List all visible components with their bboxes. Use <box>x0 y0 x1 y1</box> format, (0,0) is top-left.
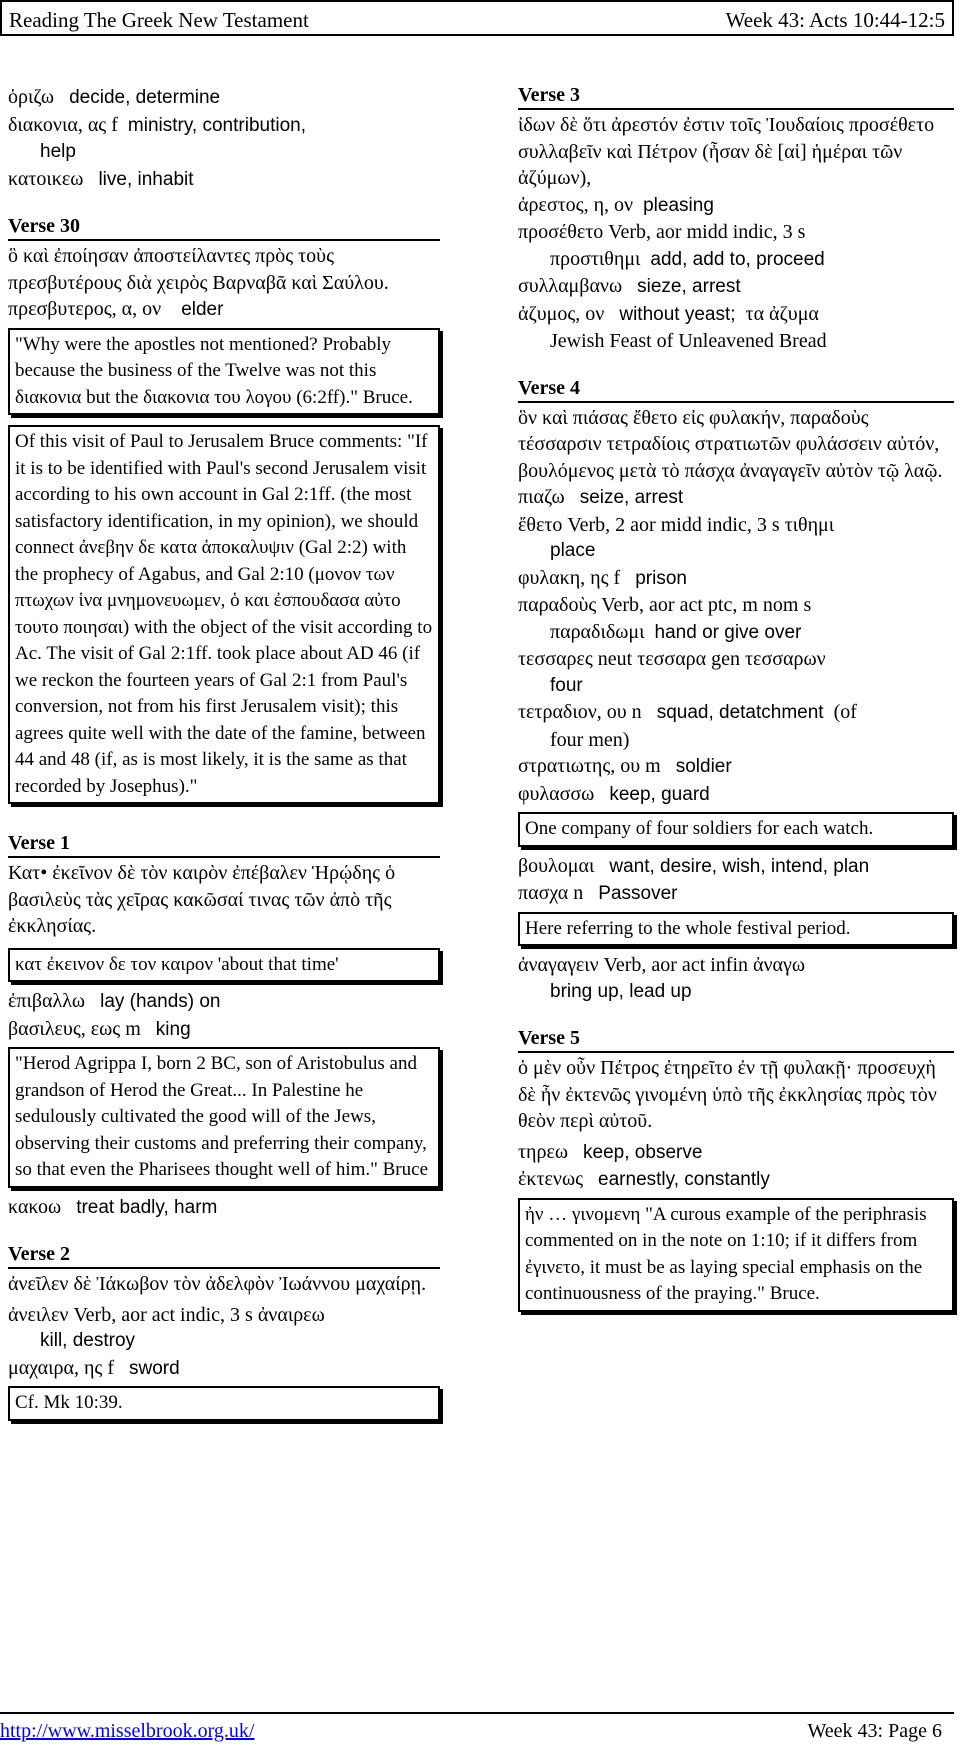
vocab-entry: προσέθετο Verb, aor midd indic, 3 s προστιθημι add, add to, proceed <box>518 221 825 270</box>
vocab-entry: κατοικεω live, inhabit <box>8 167 194 190</box>
vocab-entry: φυλακη, ης f prison <box>518 566 687 589</box>
verse-30-text: ὃ καὶ ἐποίησαν ἀποστείλαντες πρὸς τοὺς πρεσβυτέρους διὰ χειρὸς Βαρναβᾶ καὶ Σαύλου. <box>8 245 389 294</box>
website-link[interactable]: http://www.misselbrook.org.uk/ <box>0 1720 255 1742</box>
vocab-entry: φυλασσω keep, guard <box>518 782 710 805</box>
page-header <box>0 0 954 36</box>
vocab-entry: τεσσαρες neut τεσσαρα gen τεσσαρων four <box>518 648 826 696</box>
vocab-entry: παραδοὺς Verb, aor act ptc, m nom s παραδιδωμι hand or give over <box>518 594 812 643</box>
verse-30-note: "Why were the apostles not mentioned? Probably because the business of the Twelve was not this διακονια but the διακονια του λογου (6:2ff)." Bruce. <box>8 328 440 416</box>
verse-2-note: Cf. Mk 10:39. <box>8 1386 440 1421</box>
verse-4-heading: Verse 4 <box>518 377 954 403</box>
vocab-entry: στρατιωτης, ου m soldier <box>518 755 732 777</box>
vocab-entry: συλλαμβανω sieze, arrest <box>518 275 741 297</box>
page-number: Week 43: Page 6 <box>807 1720 942 1742</box>
vocab-entry: πασχα n Passover <box>518 882 678 904</box>
vocab-entry: πιαζω seize, arrest <box>518 486 684 508</box>
verse-5-text: ὁ μὲν οὖν Πέτρος ἐτηρεῖτο ἐν τῇ φυλακῇ· προσευχὴ δὲ ἦν ἐκτενῶς γινομένη ὑπὸ τῆς ἐκκλησίας πρὸς τὸν θεὸν περὶ αὐτοῦ. <box>518 1057 937 1132</box>
vocab-entry: ὁριζω decide, determine <box>8 86 221 108</box>
vocab-entry: τετραδιον, ου n squad, detatchment (of four men) <box>518 701 857 751</box>
vocab-entry: ἀρεστος, η, ον pleasing <box>518 193 714 216</box>
vocab-entry: βουλομαι want, desire, wish, intend, plan <box>518 854 870 877</box>
verse-30-heading: Verse 30 <box>8 215 440 241</box>
verse-1-herod-note: "Herod Agrippa I, born 2 BC, son of Aristobulus and grandson of Herod the Great... In Palestine he sedulously cultivated the good will of the Jews, observing their customs and preferring their company, so that even the Pharisees thought well of him." Bruce <box>8 1047 440 1188</box>
verse-4-festival-note: Here referring to the whole festival period. <box>518 912 954 947</box>
week-reference: Week 43: Acts 10:44-12:5 <box>725 8 945 32</box>
verse-1-heading: Verse 1 <box>8 832 440 858</box>
verse-4-text: ὃν καὶ πιάσας ἔθετο εἰς φυλακήν, παραδοὺς τέσσαρσιν τετραδίοις στρατιωτῶν φυλάσσειν αὐτόν, βουλόμενος μετὰ τὸ πάσχα ἀναγαγεῖν αὐτὸν τῷ λαῷ. <box>518 406 943 482</box>
vocab-entry: ἀνειλεν Verb, aor act indic, 3 s ἀναιρεω kill, destroy <box>8 1303 325 1351</box>
verse-2-heading: Verse 2 <box>8 1243 440 1269</box>
vocab-entry: ἀναγαγειν Verb, aor act infin ἀναγω bring up, lead up <box>518 954 806 1002</box>
vocab-entry: τηρεω keep, observe <box>518 1140 703 1163</box>
vocab-entry: ἔθετο Verb, 2 aor midd indic, 3 s τιθημι place <box>518 513 835 561</box>
verse-1-text: Κατ• ἐκεῖνον δὲ τὸν καιρὸν ἐπέβαλεν Ἡρῴδης ὁ βασιλεὺς τὰς χεῖρας κακῶσαί τινας τῶν ἀπὸ τῆς ἐκκλησίας. <box>8 862 396 937</box>
vocab-entry: διακονια, ας f ministry, contribution, help <box>8 113 306 162</box>
right-column <box>518 84 954 1318</box>
vocab-entry: ἐπιβαλλω lay (hands) on <box>8 990 221 1012</box>
vocab-entry: κακοω treat badly, harm <box>8 1195 218 1218</box>
verse-1-phrase-note: κατ ἐκεινον δε τον καιρον 'about that time' <box>8 948 440 983</box>
page-footer <box>0 1712 954 1742</box>
verse-4-watch-note: One company of four soldiers for each watch. <box>518 812 954 847</box>
verse-3-text: ἰδων δὲ ὅτι ἀρεστόν ἐστιν τοῖς Ἰουδαίοις προσέθετο συλλαβεῖν καὶ Πέτρον (ἦσαν δὲ [αἱ] ἡμέραι τῶν ἀζύμων), <box>518 114 935 189</box>
verse-5-note: ἠν … γινομενη "A curous example of the periphrasis commented on in the note on 1:10; if it differs from ἐγινετο, it must be as laying special emphasis on the continuousness of the praying." Bruce. <box>518 1198 954 1312</box>
left-column <box>8 84 440 1427</box>
vocab-entry: βασιλευς, εως m king <box>8 1017 191 1040</box>
vocab-entry: ἀζυμος, ον without yeast; τα ἀζυμα Jewish Feast of Unleavened Bread <box>518 302 827 352</box>
vocab-list-top <box>8 84 440 193</box>
verse-3-heading: Verse 3 <box>518 84 954 110</box>
vocab-entry: πρεσβυτερος, α, ον elder <box>8 298 224 320</box>
vocab-entry: ἐκτενως earnestly, constantly <box>518 1168 770 1190</box>
visit-note: Of this visit of Paul to Jerusalem Bruce comments: "If it is to be identified with Paul's second Jerusalem visit according to his own account in Gal 2:1ff. (the most satisfactory identification, in my opinion), we should connect ἀνεβην δε κατα ἀποκαλυψιν (Gal 2:2) with the prophecy of Agabus, and Gal 2:10 (μονον των πτωχων ἱνα μνημονευωμεν, ὁ και ἐσπουδασα αὐτο τουτο ποιησαι) with the object of the visit according to Ac. The visit of Gal 2:1ff. took place about AD 46 (if we reckon the fourteen years of Gal 2:1 from Paul's conversion, not from his first Jerusalem visit); this agrees quite well with the date of the famine, between 44 and 48 (if, as is most likely, it is the same as that recorded by Josephus)." <box>8 425 440 804</box>
verse-5-heading: Verse 5 <box>518 1027 954 1053</box>
vocab-entry: μαχαιρα, ης f sword <box>8 1356 180 1379</box>
document-title: Reading The Greek New Testament <box>9 8 309 32</box>
verse-2-text: ἀνεῖλεν δὲ Ἰάκωβον τὸν ἀδελφὸν Ἰωάννου μαχαίρῃ. <box>8 1273 427 1295</box>
